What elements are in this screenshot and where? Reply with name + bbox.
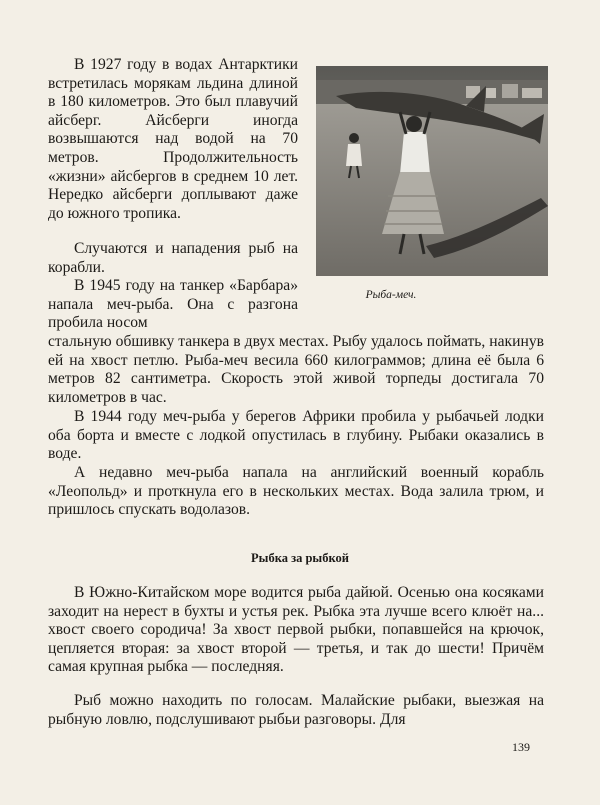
paragraph-fish-attacks: Случаются и нападения рыб на корабли. bbox=[48, 240, 298, 276]
page-number: 139 bbox=[512, 740, 530, 754]
paragraph-icebergs: В 1927 году в водах Антарктики встретилась морякам льдина длиной в 180 километров. Это был плавучий айсберг. Айсберги иногда возвышаются над водой на 70 метров. Продолжительность «жизни» айсбергов в среднем 10 лет. Нередко айсберги доплывают даже до южного тропика. bbox=[48, 56, 298, 222]
paragraph-fish-voices: Рыб можно находить по голосам. Малайские рыбаки, выезжая на рыбную ловлю, подслушивают рыбьи разговоры. Для bbox=[48, 692, 544, 728]
swordfish-photo bbox=[316, 66, 548, 276]
paragraph-barbara-continued: стальную обшивку танкера в двух местах. Рыбу удалось поймать, накинув ей на хвост петлю. Рыба-меч весила 660 килограммов; длина её была 6 метров 82 сантиметра. Скорость этой живой торпеды достигала 70 километров в час. bbox=[48, 333, 544, 406]
paragraph-barbara-intro: В 1945 году на танкер «Барбара» напала меч-рыба. Она с разгона пробила носом bbox=[48, 277, 298, 332]
paragraph-africa-1944: В 1944 году меч-рыба у берегов Африки пробила у рыбачьей лодки оба борта и вместе с лодкой опустилась в глубину. Рыбаки оказались в воде. bbox=[48, 408, 544, 463]
paragraph-daiyui: В Южно-Китайском море водится рыба дайюй. Осенью она косяками заходит на нерест в бухты и устья рек. Рыбка эта лучше всего клюёт на... хвост своего сородича! За хвост первой рыбки, попавшейся на крючок, цепляется вторая: за хвост второй — третья, и так до шести! Причём самая крупная рыбка — последняя. bbox=[48, 584, 544, 676]
section-title: Рыбка за рыбкой bbox=[251, 551, 349, 565]
swordfish-photo-illustration bbox=[316, 66, 548, 276]
paragraph-leopold: А недавно меч-рыба напала на английский военный корабль «Леопольд» и проткнула его в нескольких местах. Вода залила трюм, и пришлось спускать водолазов. bbox=[48, 464, 544, 519]
photo-caption: Рыба-меч. bbox=[365, 289, 417, 301]
